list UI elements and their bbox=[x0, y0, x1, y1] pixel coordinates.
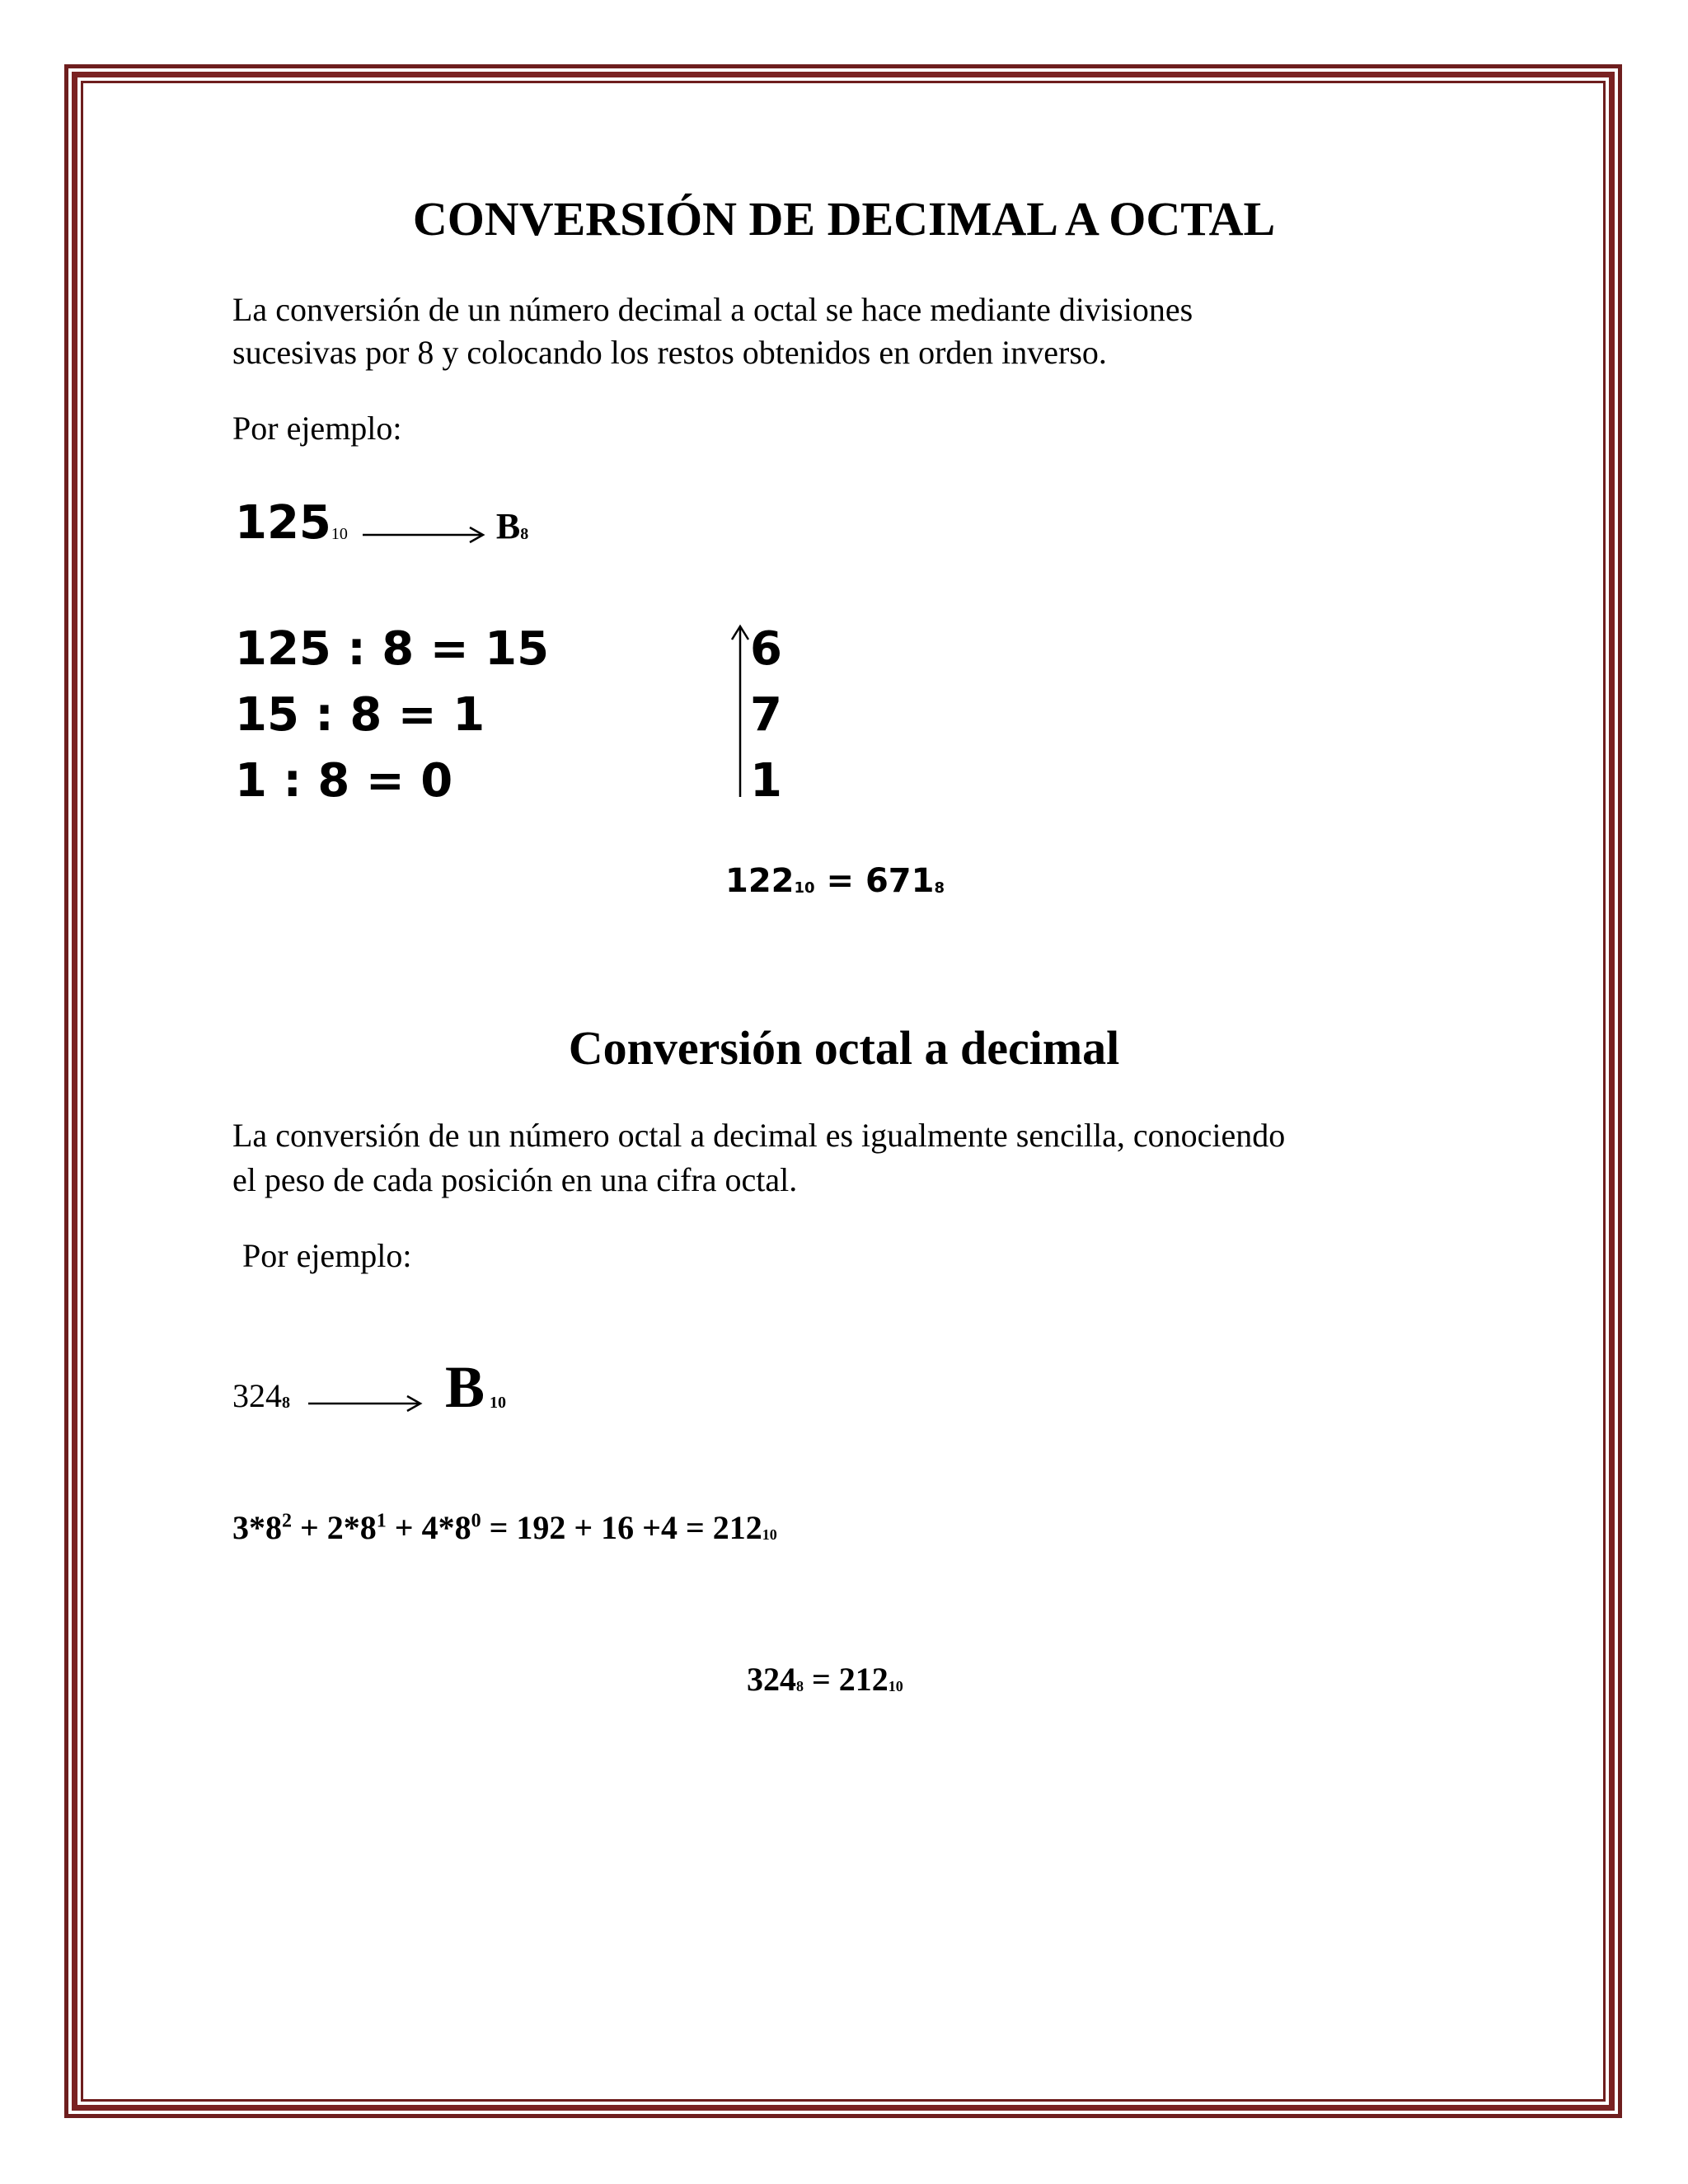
section1-conversion-notation bbox=[235, 496, 528, 562]
result-right-number: 212 bbox=[838, 1661, 889, 1698]
section2-conversion-notation bbox=[232, 1353, 506, 1419]
section2-source-base: 8 bbox=[282, 1394, 290, 1412]
right-arrow-icon bbox=[363, 523, 486, 547]
expansion-exponent: 0 bbox=[471, 1510, 481, 1532]
section2-title: Conversión octal a decimal bbox=[568, 1021, 1120, 1075]
result-left-base: 10 bbox=[794, 879, 815, 897]
section2-source-number: 324 bbox=[232, 1377, 282, 1414]
remainders-column bbox=[750, 616, 782, 814]
expansion-term: + 2*8 bbox=[292, 1509, 377, 1546]
right-arrow-icon bbox=[308, 1391, 424, 1416]
section1-paragraph-line2: sucesivas por 8 y colocando los restos obtenidos en orden inverso. bbox=[232, 334, 1107, 371]
result-left-base: 8 bbox=[796, 1677, 804, 1694]
remainder: 7 bbox=[750, 688, 782, 742]
equals-sign: = bbox=[826, 862, 855, 900]
section1-paragraph-line1: La conversión de un número decimal a octal se hace mediante divisiones bbox=[232, 291, 1193, 328]
section1-target-symbol: B bbox=[495, 506, 521, 546]
equals-sign: = bbox=[812, 1661, 831, 1698]
remainder: 1 bbox=[750, 754, 782, 808]
expansion-sum: = 192 + 16 +4 = 212 bbox=[481, 1509, 762, 1546]
section1-source-number: 125 bbox=[235, 496, 331, 550]
section2-target-symbol: B bbox=[445, 1354, 485, 1420]
division-step: 15 : 8 = 1 bbox=[235, 688, 485, 742]
section1-source-base: 10 bbox=[331, 525, 348, 543]
expansion-exponent: 1 bbox=[376, 1510, 387, 1532]
result-right-base: 8 bbox=[934, 879, 945, 897]
section2-target-base: 10 bbox=[490, 1394, 507, 1412]
section1-result bbox=[725, 862, 945, 900]
result-right-number: 671 bbox=[865, 862, 935, 900]
section1-title: CONVERSIÓN DE DECIMAL A OCTAL bbox=[412, 192, 1276, 246]
expansion-base: 10 bbox=[762, 1526, 777, 1543]
division-steps bbox=[235, 616, 549, 814]
expansion-exponent: 2 bbox=[282, 1510, 292, 1532]
page-border-inner bbox=[81, 81, 1606, 2102]
section2-example-label: Por ejemplo: bbox=[242, 1237, 412, 1274]
positional-expansion bbox=[232, 1508, 777, 1547]
section2-result bbox=[747, 1660, 903, 1699]
section2-paragraph-line2: el peso de cada posición en una cifra octal. bbox=[232, 1161, 798, 1198]
expansion-term: 3*8 bbox=[232, 1509, 282, 1546]
result-left-number: 324 bbox=[747, 1661, 796, 1698]
remainder: 6 bbox=[750, 622, 782, 676]
section1-example-label: Por ejemplo: bbox=[232, 410, 402, 447]
expansion-term: + 4*8 bbox=[386, 1509, 471, 1546]
division-step: 1 : 8 = 0 bbox=[235, 754, 453, 808]
result-left-number: 122 bbox=[725, 862, 795, 900]
result-right-base: 10 bbox=[888, 1677, 903, 1694]
division-step: 125 : 8 = 15 bbox=[235, 622, 550, 676]
section2-paragraph-line1: La conversión de un número octal a decimal es igualmente sencilla, conociendo bbox=[232, 1117, 1286, 1154]
up-arrow-icon bbox=[727, 620, 752, 801]
section1-target-base: 8 bbox=[520, 525, 529, 543]
